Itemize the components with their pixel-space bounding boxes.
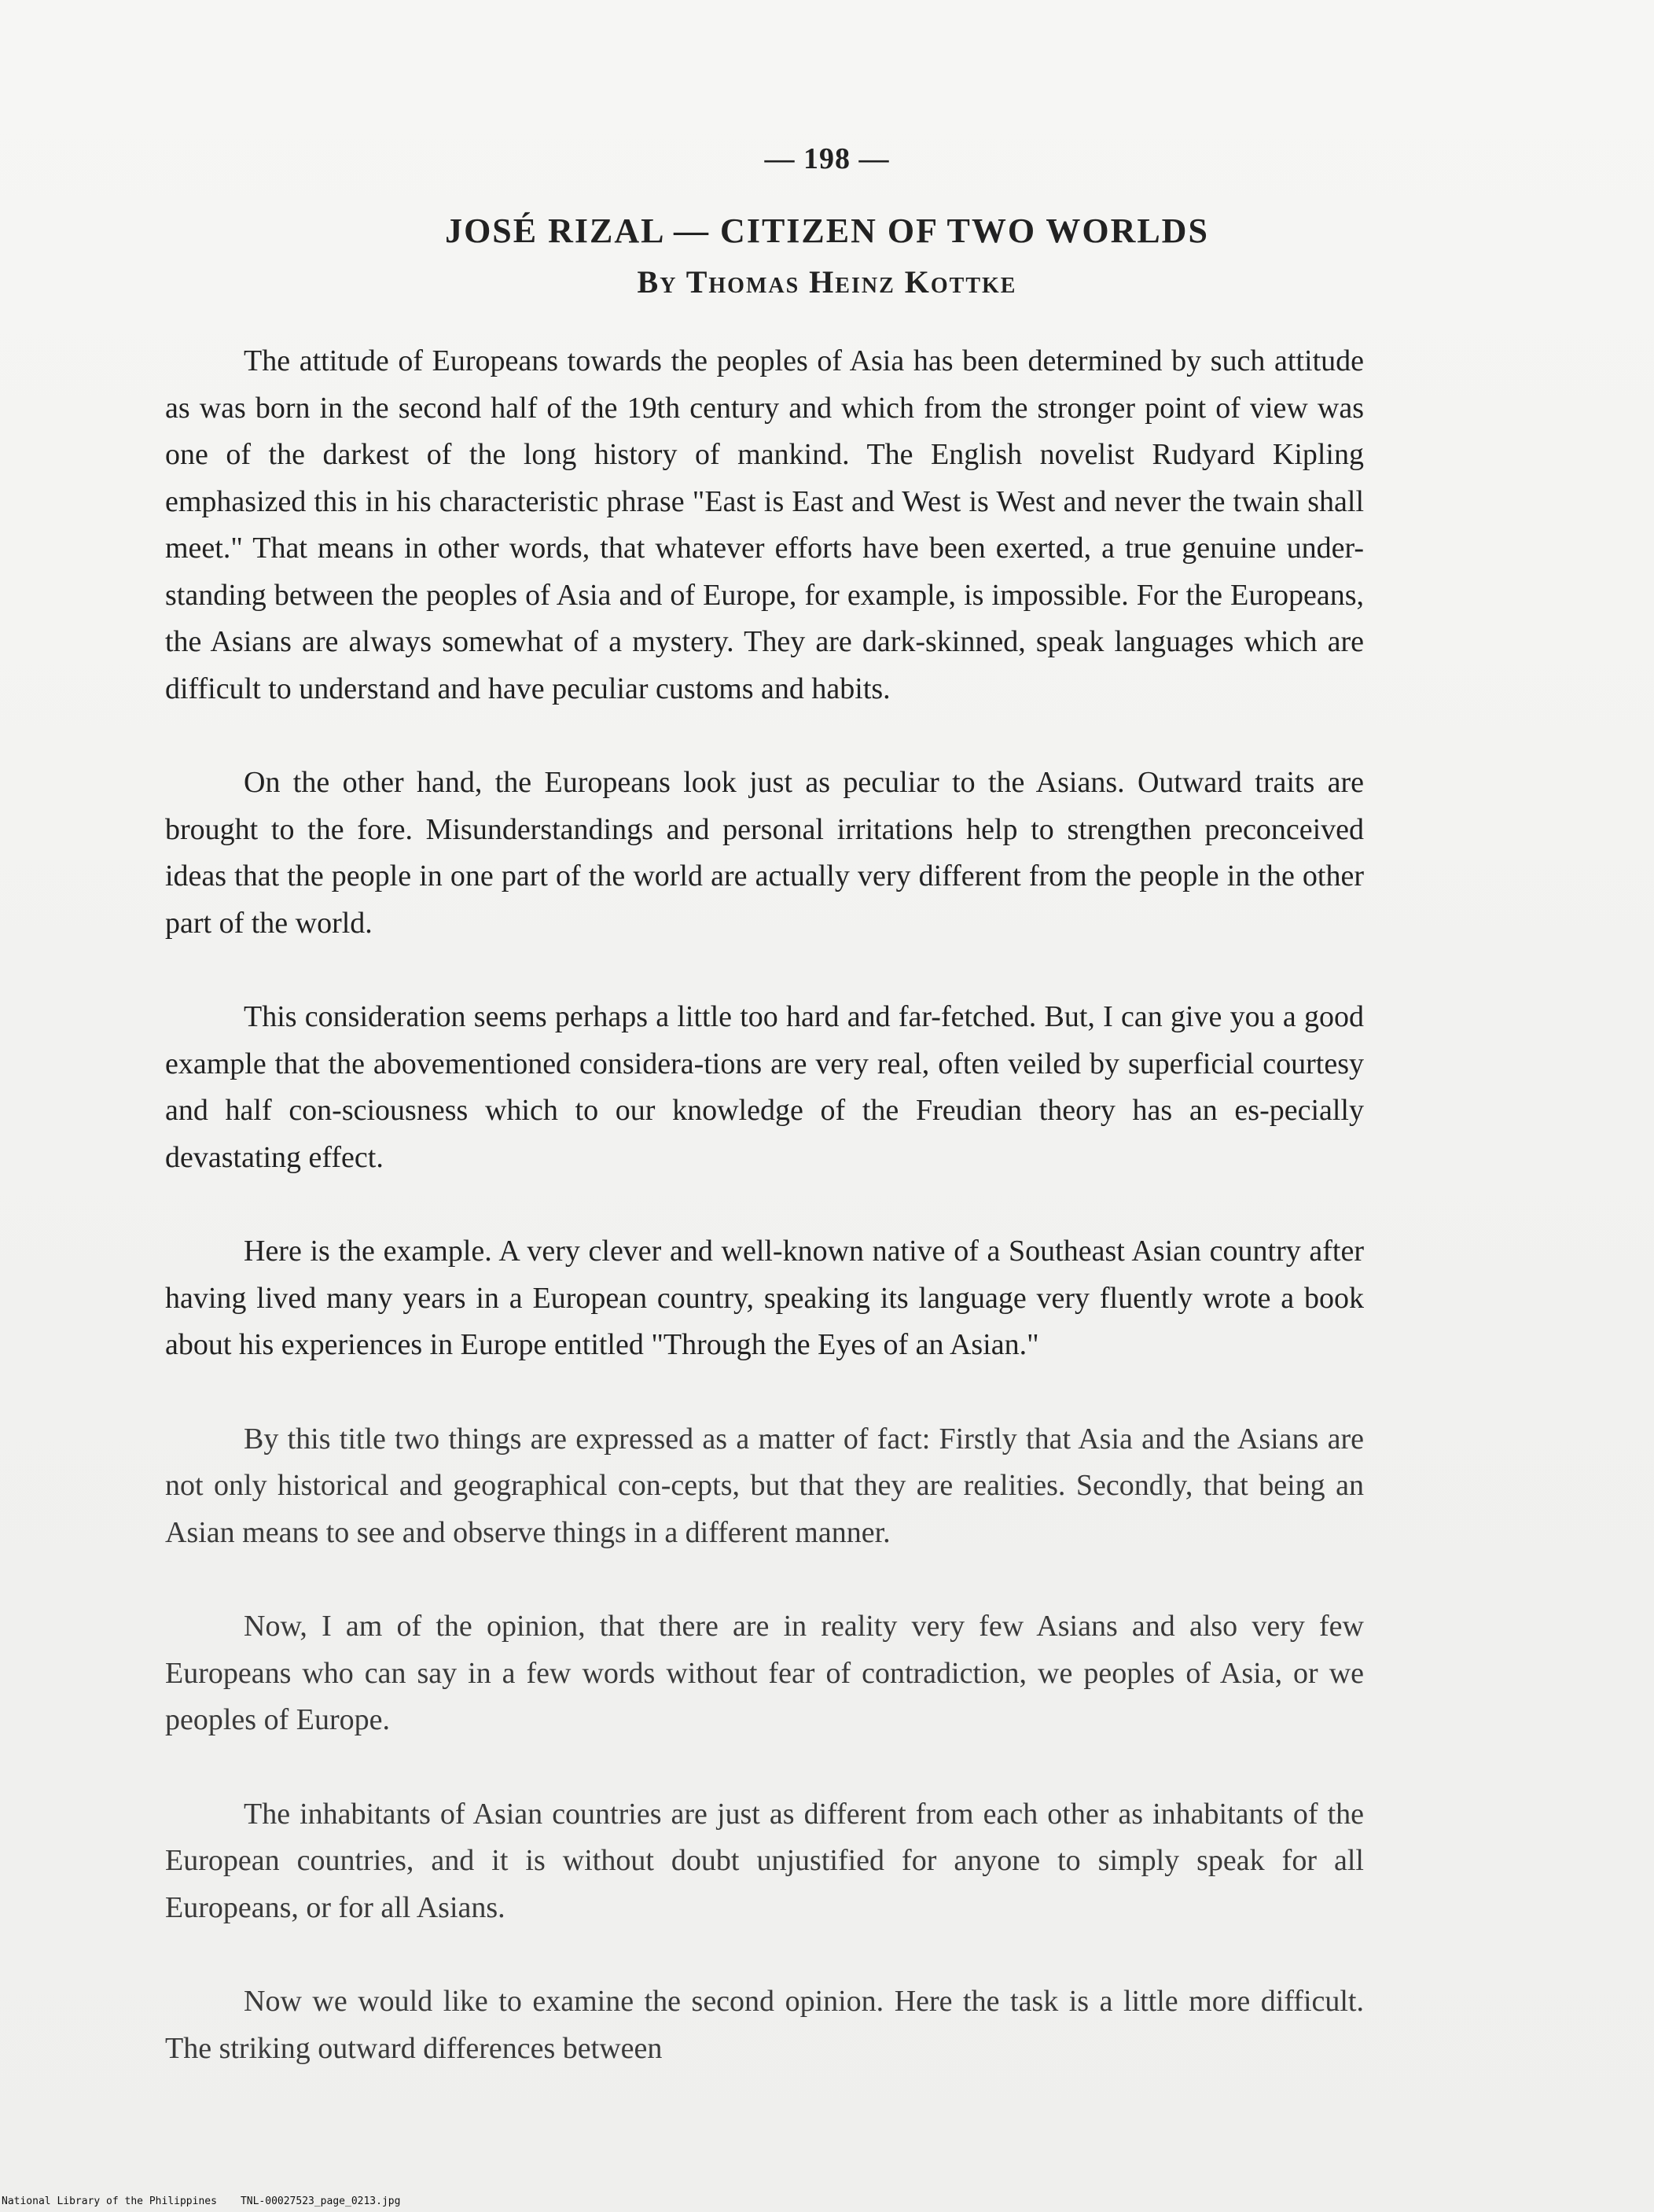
paragraph: Now we would like to examine the second opinion. Here the task is a little more difficult. The striking outward differences between bbox=[165, 1985, 1364, 2065]
paragraph: The attitude of Europeans towards the peoples of Asia has been determined by such attitude as was born in the second half of the 19th century and which from the stronger point of view was one of the darkest of the long history of mankind. The English novelist Rudyard Kipling emphasized this in his characteristic phrase "East is East and West is West and never the twain shall meet." That means in other words, that whatever efforts have been exerted, a true genuine under-standing between the peoples of Asia and of Europe, for example, is impossible. For the Europeans, the Asians are always somewhat of a mystery. They are dark-skinned, speak languages which are difficult to understand and have peculiar customs and habits. bbox=[165, 344, 1364, 705]
paragraph: This consideration seems perhaps a little too hard and far-fetched. But, I can give you a good example that the abovementioned considera-tions are very real, often veiled by superficial courtesy and half con-sciousness which to our knowledge of the Freudian theory has an es-pecially devastating effect. bbox=[165, 1000, 1364, 1174]
page-number: — 198 — bbox=[764, 142, 890, 175]
scan-footer bbox=[2, 2195, 400, 2207]
paragraph: Now, I am of the opinion, that there are in reality very few Asians and also very few Europeans who can say in a few words without fear of contradiction, we peoples of Asia, or we peoples of Europe. bbox=[165, 1610, 1364, 1736]
paragraph: Here is the example. A very clever and well-known native of a Southeast Asian country after having lived many years in a European country, speaking its language very fluently wrote a book about his experiences in Europe entitled "Through the Eyes of an Asian." bbox=[165, 1235, 1364, 1361]
article-byline: By Thomas Heinz Kottke bbox=[637, 264, 1017, 300]
footer-library: National Library of the Philippines bbox=[2, 2195, 217, 2207]
paragraph: The inhabitants of Asian countries are just as different from each other as inhabitants of the European countries, and it is without doubt unjustified for anyone to simply speak for all Europeans, or for all Asians. bbox=[165, 1797, 1364, 1924]
paragraph: By this title two things are expressed as a matter of fact: Firstly that Asia and the Asians are not only historical and geographical con-cepts, but that they are realities. Secondly, that being an Asian means to see and observe things in a different manner. bbox=[165, 1422, 1364, 1549]
article-title: JOSÉ RIZAL — CITIZEN OF TWO WORLDS bbox=[445, 212, 1209, 250]
paragraph: On the other hand, the Europeans look just as peculiar to the Asians. Outward traits are brought to the fore. Misunderstandings and personal irritations help to strengthen preconceived ideas that the people in one part of the world are actually very different from the people in the other part of the world. bbox=[165, 766, 1364, 940]
article-body bbox=[165, 338, 1364, 2119]
footer-filename: TNL-00027523_page_0213.jpg bbox=[240, 2195, 401, 2207]
